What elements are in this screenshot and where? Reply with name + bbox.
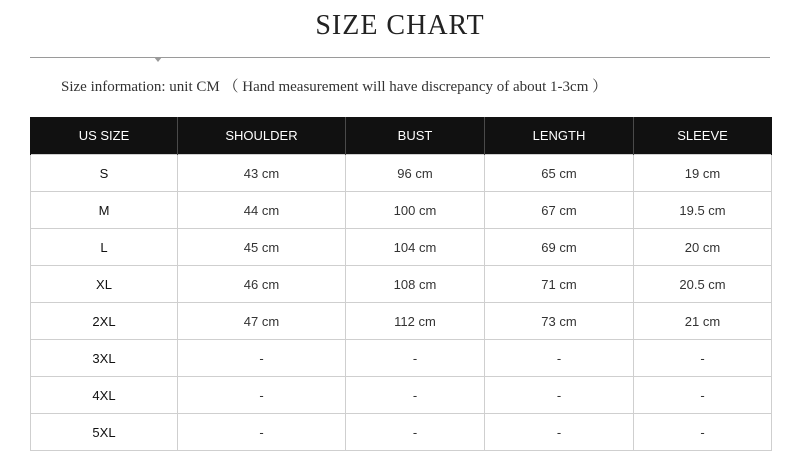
divider-notch [154,57,162,62]
bust-cell: 112 cm [346,303,485,340]
table-row [31,340,772,377]
shoulder-cell: 47 cm [178,303,346,340]
bust-cell: - [346,377,485,414]
table-row [31,155,772,192]
sleeve-cell: 19.5 cm [634,192,772,229]
size-cell: 4XL [31,377,178,414]
size-cell: 5XL [31,414,178,451]
table-row [31,192,772,229]
sleeve-cell: 21 cm [634,303,772,340]
length-cell: - [485,340,634,377]
table-row [31,377,772,414]
size-cell: XL [31,266,178,303]
sleeve-cell: 20.5 cm [634,266,772,303]
shoulder-cell: 46 cm [178,266,346,303]
table-row [31,266,772,303]
size-cell: M [31,192,178,229]
sleeve-cell: 20 cm [634,229,772,266]
shoulder-cell: - [178,414,346,451]
length-cell: - [485,377,634,414]
size-cell: S [31,155,178,192]
sleeve-cell: - [634,340,772,377]
length-cell: 73 cm [485,303,634,340]
shoulder-cell: - [178,340,346,377]
length-cell: 71 cm [485,266,634,303]
bust-cell: 100 cm [346,192,485,229]
length-cell: - [485,414,634,451]
size-cell: L [31,229,178,266]
bust-cell: 96 cm [346,155,485,192]
table-row [31,303,772,340]
table-header-row [31,117,772,155]
table-row [31,229,772,266]
header-length: LENGTH [485,117,634,155]
size-cell: 3XL [31,340,178,377]
bust-cell: 104 cm [346,229,485,266]
page-title: SIZE CHART [315,10,485,41]
bust-cell: - [346,414,485,451]
bust-cell: 108 cm [346,266,485,303]
sleeve-cell: - [634,377,772,414]
header-bust: BUST [346,117,485,155]
shoulder-cell: 45 cm [178,229,346,266]
sleeve-cell: - [634,414,772,451]
title-divider [30,57,770,58]
length-cell: 67 cm [485,192,634,229]
header-us-size: US SIZE [31,117,178,155]
length-cell: 65 cm [485,155,634,192]
bust-cell: - [346,340,485,377]
header-shoulder: SHOULDER [178,117,346,155]
length-cell: 69 cm [485,229,634,266]
size-info-note: Size information: unit CM （ Hand measurement will have discrepancy of about 1-3cm ） [61,79,608,95]
shoulder-cell: 43 cm [178,155,346,192]
table-row [31,414,772,451]
size-cell: 2XL [31,303,178,340]
shoulder-cell: - [178,377,346,414]
header-sleeve: SLEEVE [634,117,772,155]
sleeve-cell: 19 cm [634,155,772,192]
shoulder-cell: 44 cm [178,192,346,229]
size-chart-table [30,117,772,451]
